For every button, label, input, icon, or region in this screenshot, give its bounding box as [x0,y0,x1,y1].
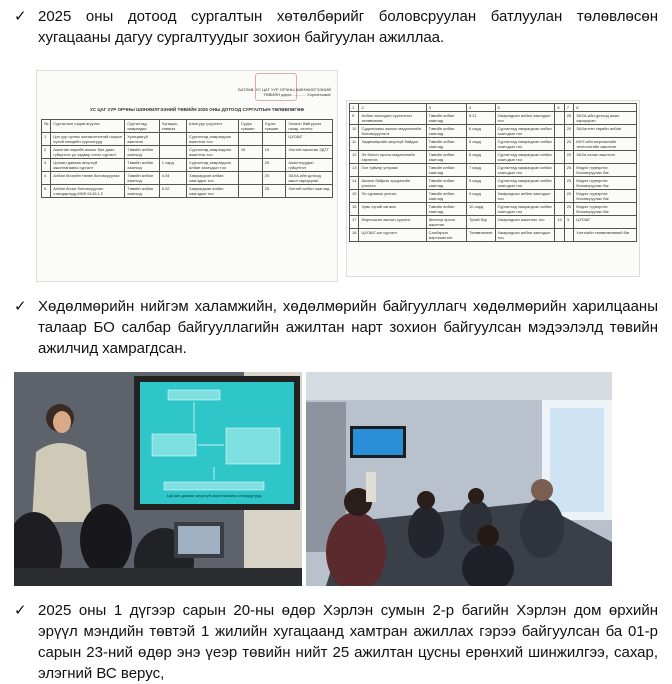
table-cell [159,146,186,159]
table-header-cell: 8 [574,104,637,112]
table-header-cell: Сургалтын сэдэв агуулга [51,120,125,133]
table-cell: Төвийн албан хаагчид [426,125,466,138]
table-cell: Мэдээ түүвэрлэх боловсруулах баг [574,177,637,190]
table-header-cell: Суурь түвшин [238,120,262,133]
table-cell: 25 [564,112,573,125]
table-cell [555,151,564,164]
table-row [42,133,333,146]
table-cell: Төвийн албан хаагчид [125,185,159,198]
screen-footer-text: Цагаан даваан аюулгүй ажиллагааны стандартууд [166,493,262,498]
table-cell: 11 [350,138,359,151]
photo-presentation [14,372,302,586]
table-row [42,172,333,185]
table-cell: 25 [262,159,286,172]
table-row [350,216,637,229]
table-cell: 20 [564,190,573,203]
table-cell: 10 [555,216,564,229]
table-header-cell: 7 [564,104,573,112]
table-cell: Цаг уур орчны шинжилгээний газрын хүний нөөцийн сургалтууд [51,133,125,146]
table-cell: 6 сард [466,138,495,151]
table-cell: 20 [564,203,573,216]
table-cell: 9 [350,112,359,125]
table-cell: 12 [350,151,359,164]
table-row [42,146,333,159]
table-cell: Төвийн албан хаагчид [426,138,466,151]
table-cell: 2 [42,146,51,159]
table-cell: Хугацаагүй ажилтан [125,133,159,146]
table-header-cell: Шалгуур үзүүлэлт [187,120,239,133]
scan-title: УС ЦАГ УУР ОРЧНЫ ШИНЖИЛГЭЭНИЙ ТӨВИЙН 2025 ОНЫ ДОТООД СУРГАЛТЫН ТӨЛӨВЛӨГӨӨ [90,107,304,112]
table-cell: 4.04 [159,172,186,185]
table-cell: Сургалтад хамрагдсан албан хаагчдын тоо [495,177,555,190]
table-cell: ЗАХалтэн төрийн албан [574,125,637,138]
table-cell: Хэлтсийн төлөвлөгөөний баг [574,229,637,242]
checkmark-icon: ✓ [14,298,27,315]
table-cell: 3 [564,216,573,229]
table-cell: Хөдөлмөрийн аюулгүй байдал [359,138,426,151]
table-cell: 20 [564,138,573,151]
table-cell: 25 [564,164,573,177]
table-row [350,229,637,242]
table-cell: 17 [350,216,359,229]
table-cell: Албан бичиг боловсруулах стандартууд MNS 5140:1.2 [51,185,125,198]
table-cell [238,172,262,185]
table-cell: Албан хаагчдын сургалтын төлөвлөгөө [359,112,426,125]
table-cell: 15 [350,190,359,203]
table-cell: Төвийн албан хаагчид [426,164,466,177]
table-cell: 25 [262,172,286,185]
table-cell: Хэлтэй ажилтан ЗДТГ [286,146,333,159]
table-cell: Мэдээ түүвэрлэх боловсруулах баг [574,203,637,216]
table-cell: ЗАХа ахлах ажилтан [574,151,637,164]
table-cell: 15 [238,146,262,159]
approval-text: БАТЛАВ: УС ЦАГ УУР ОРЧНЫ ШИНЖИЛГЭЭНИЙ ТӨВИЙН дарга ............ Хэрлэнчимэг [238,87,331,97]
bullet-text: Хөдөлмөрийн нийгэм халамжийн, хөдөлмөрийн байгууллагч хөдөлмөрийн харилцааны талаар БО салбар байгууллагийн ажилтан нарт зохион байгуулсан мэдээлэлд төвийн ажилчид хамрагдсан. [38,298,658,357]
table-cell: 9 сард [466,190,495,203]
table-cell: 3 [42,159,51,172]
table-cell: Сургалтад хамрагдсан албан хаагчдын тоо [495,203,555,216]
table-cell: 6 сард [466,125,495,138]
table-cell [555,138,564,151]
table-cell: Сургалтад хамрагдсан албан хаагчдын тоо [495,138,555,151]
table-header-cell: 2 [359,104,426,112]
bullet-text: 2025 оны 1 дүгээр сарын 20-ны өдөр Хэрлэн сумын 2-р багийн Хэрлэн дом өрхийн эрүүл мэндийн төвтэй 1 жилийн хугацаанд хамтран ажиллах гэрээ байгуулсан ба 01-р сарын 23-ний өдөр энэ үеэр төвийн нийт 25 ажилтан цусны ерөнхий шинжилгээ, сахар, элэгний ВС верус, [38,602,658,682]
table-cell: ЗАХА-ийн дотоод ажил хариуцсан [574,112,637,125]
training-plan-table [41,119,333,198]
table-cell: ЦУОШГ-ын сургалт [359,229,426,242]
presentation-scene-illustration [14,372,302,586]
table-cell [262,133,286,146]
table-cell: 1 [42,133,51,146]
table-cell: 7 сард [466,164,495,177]
table-cell: Төвийн албан хаагчид [426,190,466,203]
table-cell: Төвийн албан хаагчид [426,151,466,164]
table-cell [555,203,564,216]
table-cell: Судалгааны ажлын мэдээллийн боловсруулалт [359,125,426,138]
table-cell: Хамрагдсан албан хаагчдын тоо [187,172,239,185]
bullet-internal-training [14,6,658,48]
table-cell: Мэдээ түүвэрлэх боловсруулах баг [574,164,637,177]
table-cell: Сургалтад хамрагдсан албан хаагчдын тоо [495,125,555,138]
table-cell: Ажлын байрны эрсдэлийн үнэлгээ [359,177,426,190]
table-row [350,190,637,203]
table-row [350,177,637,190]
table-cell: 20 [564,177,573,190]
table-header-row [42,120,333,133]
checkmark-icon: ✓ [14,8,27,25]
table-cell: Цагаан даваан аюулгүй ажиллагааны сургалт [51,159,125,172]
scanned-training-plan-page-2 [346,100,640,277]
table-cell: Төвийн албан хаагчид [426,177,466,190]
table-cell: Ажилтнуудын гүйцэтгэл [286,159,333,172]
table-cell: Салбарын мэргэжилтэн [426,229,466,242]
table-header-cell: 4 [466,104,495,112]
table-cell: Тухай бүр [466,216,495,229]
table-cell: Сургалтад хамрагдсан албан хаагчдын тоо [495,151,555,164]
table-cell: Сургалтад хамрагдсан албан хаагчдын тоо [495,164,555,177]
table-cell: Мэдээ түүвэрлэх боловсруулах баг [574,190,637,203]
table-cell: 5 [42,185,51,198]
table-row [42,185,333,198]
table-cell: 10 сард [466,203,495,216]
table-cell: 16 [350,203,359,216]
table-cell: Сургалтад хамрагдсан албан хаагчдын тоо [187,159,239,172]
table-cell: Хамрагдсан албан хаагчдын тоо [495,190,555,203]
table-cell: Албан бичгийн төлөв боловсруулах [51,172,125,185]
table-cell: ЗАХА-ийн дотоод ажил хариуцсан [286,172,333,185]
table-cell: Хамрагдсан албан хаагчдын тоо [495,229,555,242]
photo-meeting-room [306,372,612,586]
table-cell: Эх болон орчны мэдээллийн хэрэглээ [359,151,426,164]
table-row [350,125,637,138]
table-header-cell: Хүрэх түвшин [262,120,286,133]
table-cell: 8 сард [466,151,495,164]
table-header-cell: 1 [350,104,359,112]
table-cell: 9 сард [466,177,495,190]
table-cell [555,125,564,138]
table-cell: Төвийн албан хаагчид [125,159,159,172]
table-cell: 5.02 [159,185,186,198]
table-cell [564,229,573,242]
scanned-training-plan-page-1 [36,70,338,282]
table-cell: Гал түймэр унтраах [359,164,426,177]
table-cell [555,164,564,177]
table-cell: Төвийн албан хаагчид [426,112,466,125]
training-plan-table-continued [349,103,637,242]
table-cell: 13 [350,164,359,177]
bullet-text: 2025 оны дотоод сургалтын хөтөлбөрийг боловсруулан батлуулан төлөвлөсөн хугацааны дагуу сургалтуудыг зохион байгуулан ажиллаа. [38,8,658,46]
table-cell: Төвийн албан хаагчид [426,203,466,216]
table-row [350,112,637,125]
table-cell: Хэлтэй албан хаагчид [286,185,333,198]
table-cell [159,133,186,146]
table-cell: Эх сурвалж үнэлэх [359,190,426,203]
table-row [350,138,637,151]
table-header-cell: № [42,120,51,133]
table-cell [238,133,262,146]
bullet-health-agreement [14,600,658,684]
table-cell: 18 [350,229,359,242]
table-cell: 5.21 [466,112,495,125]
table-cell: Хамрагдсан ажилтны тоо [495,216,555,229]
table-cell: МУХ-ийн мэргэжлийн технологийн ажилтан [574,138,637,151]
table-header-cell: Сургалтад хамрагдах [125,120,159,133]
table-cell: ЦУОШГ [574,216,637,229]
table-header-cell: Хугацаа, хэмжээ [159,120,186,133]
table-row [350,164,637,177]
table-cell [238,159,262,172]
table-cell: Хамрагдсан албан хаагчдын тоо [187,185,239,198]
checkmark-icon: ✓ [14,602,27,619]
table-cell: Төлөвлөгөөт [466,229,495,242]
table-cell: 1 сард [159,159,186,172]
table-cell [555,112,564,125]
table-cell: Хувь хүний хөгжил [359,203,426,216]
table-cell: Төвийн албан хаагчид [125,146,159,159]
table-cell: 15 [262,146,286,159]
table-cell: 10 [350,125,359,138]
table-cell: 25 [262,185,286,198]
table-header-cell: 3 [426,104,466,112]
bullet-labor-info-session [14,296,658,359]
meeting-scene-illustration [306,372,612,586]
table-cell: Шинээр орсон ажилтан [426,216,466,229]
table-cell [238,185,262,198]
table-cell: Хамрагдсан албан хаагчдын тоо [495,112,555,125]
table-cell: 20 [564,125,573,138]
table-row [350,151,637,164]
table-row [350,203,637,216]
table-cell: Сургалтад хамрагдсан ажилтны тоо [187,146,239,159]
table-header-cell: Зохион байгуулах газар, хэлтэс [286,120,333,133]
table-row [42,159,333,172]
table-cell: Мэргэшсэн ажлын сургалт [359,216,426,229]
table-header-cell: 5 [495,104,555,112]
table-cell: Ажилтан өөрийн ажлыг бие даан гүйцэтгэх ур чадвар олгох сургалт [51,146,125,159]
table-cell: ЦУОШГ [286,133,333,146]
table-cell: Төвийн албан хаагчид [125,172,159,185]
table-cell [555,190,564,203]
table-cell [555,177,564,190]
table-cell: Сургалтад хамрагдсан ажилтны тоо [187,133,239,146]
table-cell: 14 [350,177,359,190]
table-cell: 20 [564,151,573,164]
table-cell [555,229,564,242]
table-header-cell: 6 [555,104,564,112]
table-header-row [350,104,637,112]
table-cell: 4 [42,172,51,185]
